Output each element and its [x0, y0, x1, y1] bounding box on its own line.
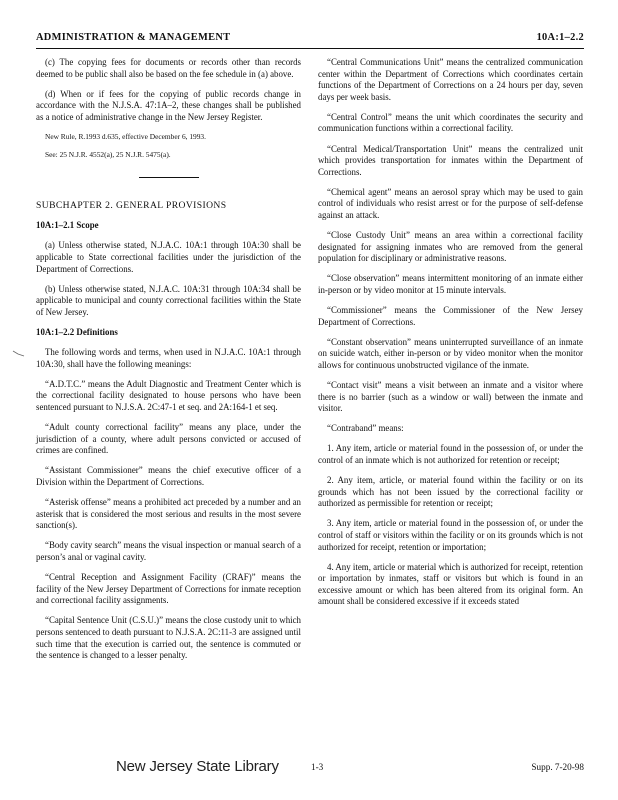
library-watermark: New Jersey State Library	[116, 758, 279, 775]
fee-paragraph-d: (d) When or if fees for the copying of public records change in accordance with the N.J.S.A. 47:1A–2, these changes shall be published as a notice of administrative change in the New Jersey Register.	[36, 88, 301, 122]
scope-paragraph-b: (b) Unless otherwise stated, N.J.A.C. 10A:31 through 10A:34 shall be applicable to municipal and county correctional facilities within the State of New Jersey.	[36, 283, 301, 317]
definition-craf: “Central Reception and Assignment Facility (CRAF)” means the facility of the New Jersey Department of Corrections for inmate reception and correctional facility assignments.	[36, 572, 301, 606]
fee-paragraph-c: (c) The copying fees for documents or records other than records deemed to be public shall also be based on the fee schedule in (a) above.	[36, 57, 301, 79]
section-divider	[139, 177, 199, 178]
contraband-item-2: 2. Any item, article, or material found within the facility or on its grounds which has not been issued by the correctional facility or authorized as permissible for retention or receipt;	[318, 475, 583, 509]
subchapter-heading: SUBCHAPTER 2. GENERAL PROVISIONS	[36, 200, 227, 212]
left-column	[36, 57, 301, 670]
definition-chemical-agent: “Chemical agent” means an aerosol spray which may be used to gain control of individuals who resist arrest or for the purpose of self-defense against an attack.	[318, 186, 583, 221]
header-title: ADMINISTRATION & MANAGEMENT	[36, 32, 231, 43]
definition-central-medical-transportation: “Central Medical/Transportation Unit” means the centralized unit which provides transportation for inmates within the Department of Corrections.	[318, 143, 583, 177]
right-column	[318, 57, 583, 617]
definition-close-observation: “Close observation” means intermittent monitoring of an inmate either in-person or by video monitor at 15 minute intervals.	[318, 273, 583, 295]
definition-contact-visit: “Contact visit” means a visit between an inmate and a visitor where there is no barrier (such as a window or wall) between the inmate and visitor.	[318, 380, 583, 414]
margin-check-mark	[12, 348, 34, 358]
source-note-line-2: See: 25 N.J.R. 4552(a), 25 N.J.R. 5475(a).	[45, 149, 171, 159]
definition-assistant-commissioner: “Assistant Commissioner” means the chief executive officer of a Division within the Department of Corrections.	[36, 465, 301, 487]
definition-adult-county-facility: “Adult county correctional facility” means any place, under the jurisdiction of a county, where adult persons convicted or accused of crimes are confined.	[36, 422, 301, 456]
definition-csu: “Capital Sentence Unit (C.S.U.)” means the close custody unit to which persons sentenced to death pursuant to N.J.S.A. 2C:11-3 are assigned until such time that the execution is carried out, the sentence is commuted or the sentence is changed to a lesser penalty.	[36, 615, 301, 661]
source-note-line-1: New Rule, R.1993 d.635, effective December 6, 1993.	[45, 131, 206, 141]
running-header	[36, 32, 584, 49]
definitions-intro: The following words and terms, when used in N.J.A.C. 10A:1 through 10A:30, shall have the following meanings:	[36, 347, 301, 369]
definition-commissioner: “Commissioner” means the Commissioner of the New Jersey Department of Corrections.	[318, 305, 583, 327]
page-number: 1-3	[311, 762, 324, 772]
supplement-date: Supp. 7-20-98	[531, 762, 584, 772]
definition-close-custody-unit: “Close Custody Unit” means an area within a correctional facility designated for assigning inmates who are removed from the general population for disciplinary or administrative reasons.	[318, 230, 583, 264]
page-footer	[36, 758, 584, 786]
definition-central-control: “Central Control” means the unit which coordinates the security and communication functions within a correctional facility.	[318, 111, 583, 134]
contraband-item-1: 1. Any item, article or material found in the possession of, or under the control of an inmate which is not authorized for retention or receipt;	[318, 443, 583, 466]
definition-body-cavity-search: “Body cavity search” means the visual inspection or manual search of a person’s anal or vaginal cavity.	[36, 540, 301, 562]
contraband-item-4: 4. Any item, article or material which is authorized for receipt, retention or importation by inmates, staff or visitors but which is found in an excessive amount or which has been altered from its original form. An amount shall be considered excessive if it exceeds stated	[318, 561, 583, 607]
contraband-item-3: 3. Any item, article or material found in the possession of, or under the control of staff or visitors within the facility or on its grounds which is not authorized for receipt, retention or importation;	[318, 518, 583, 552]
definition-central-communications-unit: “Central Communications Unit” means the centralized communication center within the Department of Corrections which coordinates certain functions of the Department of Corrections on a 24 hours per day, seven days per week basis.	[318, 57, 583, 102]
definitions-heading: 10A:1–2.2 Definitions	[36, 327, 118, 338]
scope-paragraph-a: (a) Unless otherwise stated, N.J.A.C. 10A:1 through 10A:30 shall be applicable to State correctional facilities under the jurisdiction of the Department of Corrections.	[36, 240, 301, 274]
definition-constant-observation: “Constant observation” means uninterrupted surveillance of an inmate on suicide watch, either in-person or by video monitor when the monitor allows for continuous unobstructed vigilance of the inmate.	[318, 336, 583, 370]
definition-contraband: “Contraband” means:	[327, 423, 404, 434]
definition-asterisk-offense: “Asterisk offense” means a prohibited act preceded by a number and an asterisk that is considered the most serious and results in the most severe sanction(s).	[36, 497, 301, 531]
header-section: 10A:1–2.2	[536, 32, 584, 43]
definition-adtc: “A.D.T.C.” means the Adult Diagnostic and Treatment Center which is the correctional facility designated to house persons who have been sentenced pursuant to N.J.S.A. 2C:47-1 et seq. and 2A:164-1 et seq.	[36, 378, 301, 412]
scope-heading: 10A:1–2.1 Scope	[36, 220, 99, 231]
